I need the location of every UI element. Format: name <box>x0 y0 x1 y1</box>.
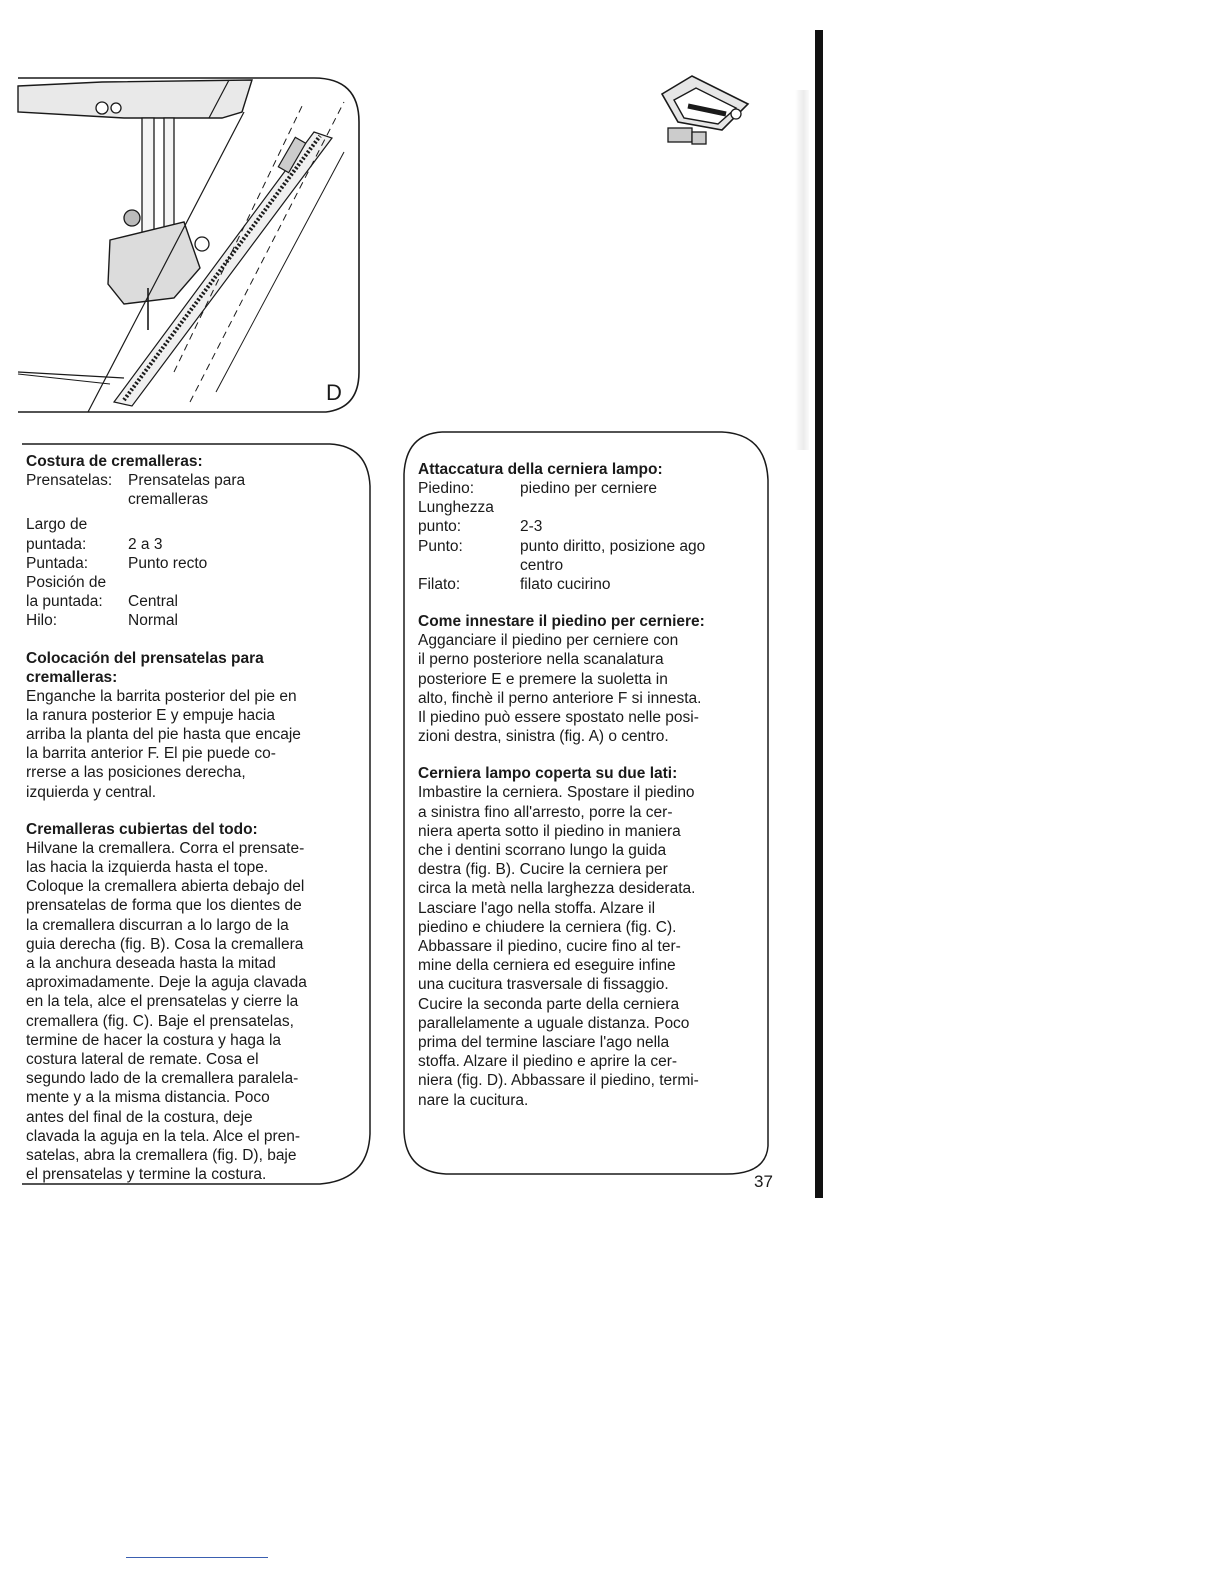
spec-value: 2 a 3 <box>128 535 163 553</box>
spec-value <box>128 573 356 592</box>
spec-key: Piedino: <box>418 480 475 497</box>
spec-key: Largo de <box>26 516 88 534</box>
zipper-foot-icon <box>652 70 756 154</box>
thread-guide-icon <box>96 102 108 114</box>
spec-value: 2-3 <box>520 518 543 536</box>
spanish-title: Costura de cremalleras: <box>26 453 203 470</box>
spec-key: Hilo: <box>26 612 58 630</box>
spec-row <box>26 515 356 534</box>
italian-section-covered-zipper <box>418 764 768 1109</box>
text-line: Agganciare il piedino per cerniere con <box>418 632 679 650</box>
text-line: aproximadamente. Deje la aguja clavada <box>26 974 307 992</box>
text-line: guia derecha (fig. B). Cosa la cremallera <box>26 935 304 953</box>
text-line: la barrita anterior F. El pie puede co- <box>26 745 276 763</box>
spec-key: Filato: <box>418 576 461 594</box>
text-line: costura lateral de remate. Cosa el <box>26 1051 259 1069</box>
text-line: Il piedino può essere spostato nelle posi- <box>418 709 699 727</box>
spec-key: Punto: <box>418 537 463 555</box>
spec-value: Punto recto <box>128 554 208 572</box>
spanish-section-covered-zipper <box>26 820 356 1185</box>
spec-value: filato cucirino <box>520 576 611 594</box>
text-line: niera (fig. D). Abbassare il piedino, termi- <box>418 1072 699 1090</box>
section-heading: Colocación del prensatelas para <box>26 649 264 667</box>
spec-row <box>26 573 356 592</box>
text-line: una cucitura trasversale di fissaggio. <box>418 976 669 994</box>
text-line: izquierda y central. <box>26 783 157 801</box>
footer-rule <box>126 1557 268 1558</box>
section-heading: Cremalleras cubiertas del todo: <box>26 820 258 838</box>
spec-value: Central <box>128 593 178 611</box>
spec-row <box>418 498 768 517</box>
text-line: Imbastire la cerniera. Spostare il piedino <box>418 784 695 802</box>
text-line: a la anchura deseada hasta la mitad <box>26 955 276 973</box>
spec-key: la puntada: <box>26 593 103 611</box>
spec-row <box>418 556 768 575</box>
text-line: circa la metà nella larghezza desiderata. <box>418 880 696 898</box>
text-line: Hilvane la cremallera. Corra el prensate- <box>26 839 305 857</box>
text-line: Lasciare l'ago nella stoffa. Alzare il <box>418 899 656 917</box>
spec-value: piedino per cerniere <box>520 480 658 497</box>
spec-value: Normal <box>128 612 178 630</box>
text-line: segundo lado de la cremallera paralela- <box>26 1070 299 1088</box>
spec-value <box>128 515 356 534</box>
text-line: destra (fig. B). Cucire la cerniera per <box>418 861 668 879</box>
italian-title: Attaccatura della cerniera lampo: <box>418 461 663 478</box>
text-line: nare la cucitura. <box>418 1091 529 1109</box>
text-line: rrerse a las posiciones derecha, <box>26 764 246 782</box>
text-line: satelas, abra la cremallera (fig. D), baje <box>26 1147 297 1165</box>
text-line: il perno posteriore nella scanalatura <box>418 651 664 669</box>
text-line: antes del final de la costura, deje <box>26 1108 253 1126</box>
text-line: parallelamente a uguale distanza. Poco <box>418 1014 690 1032</box>
text-line: cremallera (fig. C). Baje el prensatelas, <box>26 1012 294 1030</box>
section-heading: Come innestare il piedino per cerniere: <box>418 613 705 631</box>
spec-key <box>26 490 128 509</box>
spanish-column <box>26 452 356 1185</box>
page-number: 37 <box>754 1172 773 1191</box>
italian-column <box>418 460 768 1110</box>
spec-key: puntada: <box>26 535 87 553</box>
section-heading: Cerniera lampo coperta su due lati: <box>418 765 678 783</box>
text-line: zioni destra, sinistra (fig. A) o centro. <box>418 728 669 746</box>
spec-row <box>26 490 356 509</box>
italian-spec-list <box>418 479 768 594</box>
text-line: niera aperta sotto il piedino in maniera <box>418 822 681 840</box>
text-line: prensatelas de forma que los dientes de <box>26 897 302 915</box>
text-line: Cucire la seconda parte della cerniera <box>418 995 680 1013</box>
spec-key: punto: <box>418 518 462 536</box>
scan-shadow-strip <box>795 90 809 450</box>
spec-row <box>26 554 356 573</box>
text-line: el prensatelas y termine la costura. <box>26 1166 267 1184</box>
spec-key: Posición de <box>26 574 107 592</box>
zipper-foot-drawing <box>108 222 200 304</box>
spec-key <box>418 556 520 575</box>
text-line: en la tela, alce el prensatelas y cierre la <box>26 993 299 1011</box>
spanish-spec-list <box>26 471 356 631</box>
spec-key: Puntada: <box>26 554 89 572</box>
spec-value: punto diritto, posizione ago <box>520 537 706 555</box>
text-line: las hacia la izquierda hasta el tope. <box>26 859 269 877</box>
spec-row <box>26 535 356 554</box>
spec-key: Prensatelas: <box>26 472 113 489</box>
text-line: Enganche la barrita posterior del pie en <box>26 687 297 705</box>
spec-row <box>26 611 356 630</box>
text-line: che i dentini scorrano lungo la guida <box>418 842 667 860</box>
machine-body <box>18 80 252 118</box>
text-line: mine della cerniera ed eseguire infine <box>418 957 676 975</box>
text-line: termine de hacer la costura y haga la <box>26 1031 282 1049</box>
spec-row <box>418 517 768 536</box>
spec-key: Lunghezza <box>418 499 494 517</box>
text-line: stoffa. Alzare il piedino e aprire la cer- <box>418 1053 678 1071</box>
text-line: piedino e chiudere la cerniera (fig. C). <box>418 918 677 936</box>
text-line: a sinistra fino all'arresto, porre la cer- <box>418 803 673 821</box>
text-line: la cremallera discurran a lo largo de la <box>26 916 289 934</box>
text-line: clavada la aguja en la tela. Alce el pren- <box>26 1127 301 1145</box>
spec-row <box>418 537 768 556</box>
text-line: prima del termine lasciare l'ago nella <box>418 1034 670 1052</box>
text-line: arriba la planta del pie hasta que encaje <box>26 726 301 744</box>
text-line: mente y a la misma distancia. Poco <box>26 1089 270 1107</box>
italian-section-foot-attach <box>418 612 768 746</box>
presser-bar <box>164 118 174 228</box>
spec-value <box>520 498 768 517</box>
text-line: la ranura posterior E y empuje hacia <box>26 706 275 724</box>
spec-row <box>418 479 768 498</box>
text-line: Abbassare il piedino, cucire fino al ter- <box>418 938 681 956</box>
figure-d-illustration <box>14 72 374 424</box>
text-line: posteriore E e premere la suoletta in <box>418 670 668 688</box>
spec-row <box>26 592 356 611</box>
spanish-section-foot-attach <box>26 649 356 802</box>
spec-row <box>26 471 356 490</box>
foot-screw-icon <box>124 210 140 226</box>
spec-value: Prensatelas para <box>128 472 246 489</box>
text-line: alto, finchè il perno anteriore F si innesta. <box>418 689 702 707</box>
text-line: Coloque la cremallera abierta debajo del <box>26 878 305 896</box>
spec-value: cremalleras <box>128 491 209 509</box>
section-heading: cremalleras: <box>26 668 118 686</box>
figure-label: D <box>326 380 342 405</box>
binding-edge-bar <box>815 30 823 1198</box>
spec-value: centro <box>520 556 564 574</box>
spec-row <box>418 575 768 594</box>
